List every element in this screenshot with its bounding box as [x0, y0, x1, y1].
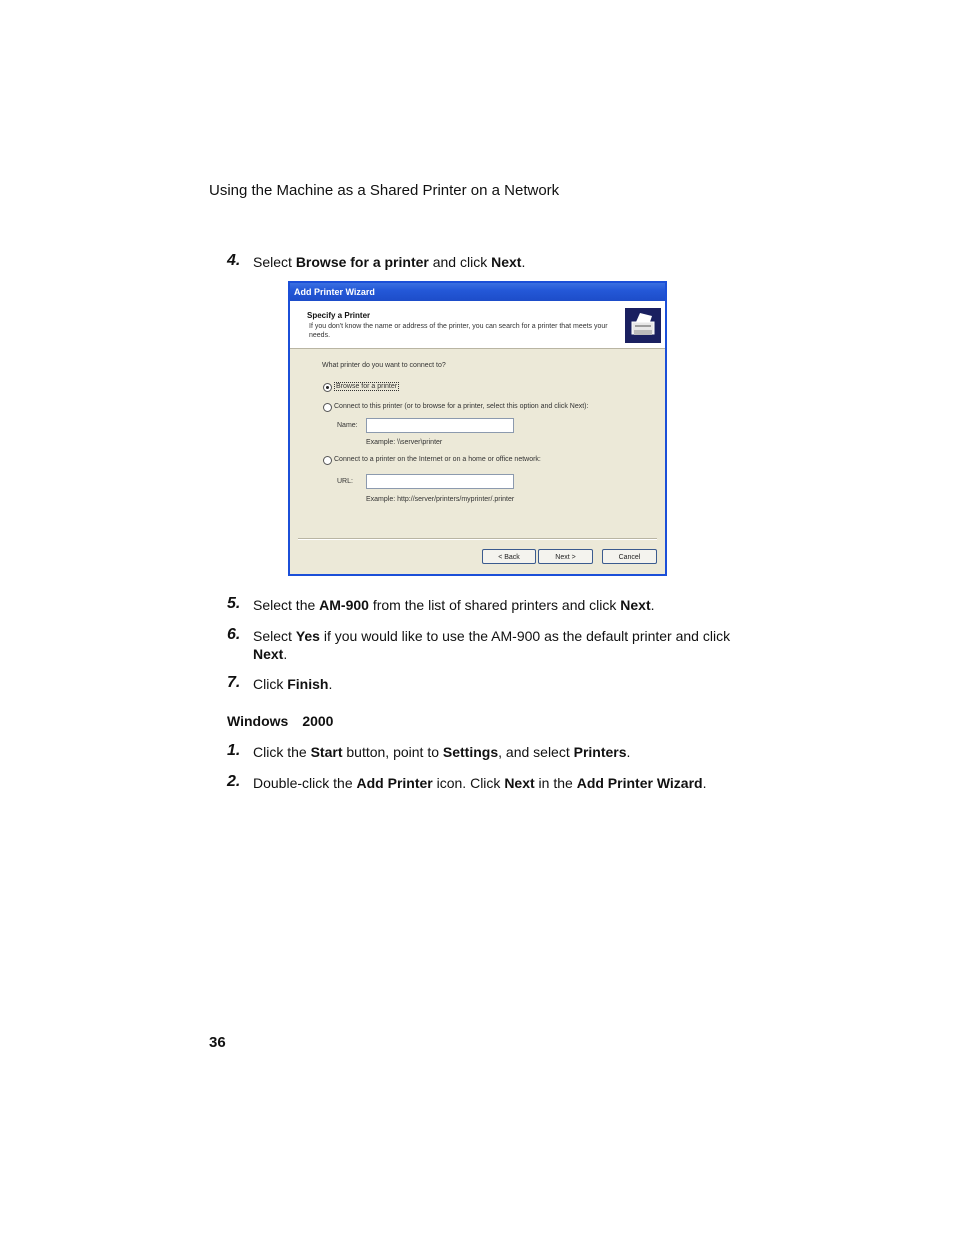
name-example: Example: \\server\printer [366, 439, 443, 446]
step-text: Double-click the Add Printer icon. Click Next in the Add Printer Wizard. [253, 775, 707, 791]
url-input[interactable] [366, 474, 514, 489]
name-label: Name: [337, 422, 358, 429]
page-header: Using the Machine as a Shared Printer on a Network [209, 182, 560, 199]
next-button[interactable]: Next > [538, 549, 593, 564]
step-text: Click Finish. [253, 676, 333, 692]
cancel-button[interactable]: Cancel [602, 549, 657, 564]
url-example: Example: http://server/printers/myprinter/.printer [366, 496, 515, 503]
section-title: Windows 2000 [227, 713, 334, 729]
step-number: 2. [227, 773, 241, 790]
step-text: Select the AM-900 from the list of shared printers and click Next. [253, 597, 655, 613]
back-button[interactable]: < Back [482, 549, 536, 564]
add-printer-wizard-dialog [288, 281, 667, 576]
name-input[interactable] [366, 418, 514, 433]
step-number: 4. [227, 252, 241, 269]
dialog-header [290, 301, 665, 349]
connect-url-option-label[interactable]: Connect to a printer on the Internet or on a home or office network: [334, 456, 541, 463]
question-label: What printer do you want to connect to? [322, 362, 446, 369]
step-number: 6. [227, 626, 241, 643]
browse-option-label[interactable]: Browse for a printer [336, 383, 398, 390]
connect-name-radio[interactable] [323, 403, 332, 412]
url-label: URL: [337, 478, 353, 485]
dialog-title-bar: Add Printer Wizard [290, 283, 665, 301]
connect-name-option-label[interactable]: Connect to this printer (or to browse for a printer, select this option and click Next): [334, 403, 589, 410]
connect-url-radio[interactable] [323, 456, 332, 465]
step-number: 7. [227, 674, 241, 691]
dialog-separator [298, 538, 657, 540]
dialog-header-title: Specify a Printer [307, 311, 371, 320]
step-text: Click the Start button, point to Settings, and select Printers. [253, 744, 631, 760]
dialog-header-description: If you don't know the name or address of the printer, you can search for a printer that meets your needs. [309, 323, 608, 339]
printer-icon [625, 308, 661, 343]
page-number: 36 [209, 1034, 226, 1051]
step-number: 1. [227, 742, 241, 759]
step-text: Select Browse for a printer and click Next. [253, 254, 526, 270]
step-number: 5. [227, 595, 241, 612]
browse-radio[interactable] [323, 383, 332, 392]
step-text: Select Yes if you would like to use the AM-900 as the default printer and click Next. [253, 628, 731, 662]
